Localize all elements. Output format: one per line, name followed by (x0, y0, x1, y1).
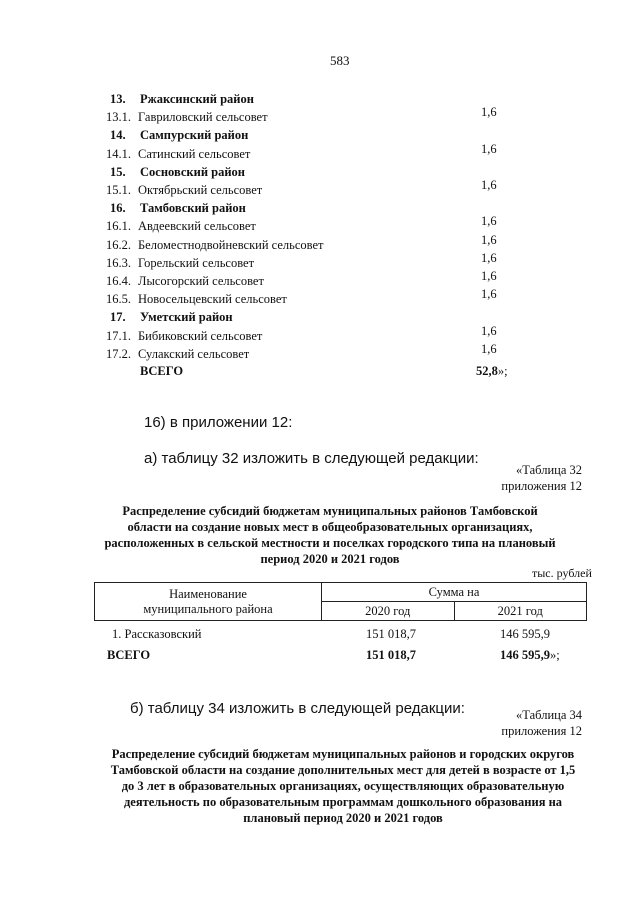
item-number: 16.4. (106, 274, 131, 288)
item-number: 16.5. (106, 292, 131, 307)
district-row (0, 92, 640, 110)
list-item (0, 232, 640, 256)
district-row (0, 310, 640, 328)
paragraph-a: а) таблицу 32 изложить в следующей редакции: (144, 450, 479, 467)
table-34-heading: Распределение субсидий бюджетам муниципальных районов и городских округов Тамбовской области на создание дополнительных мест для детей в возрасте от 1,5 до 3 лет в образовательных организациях, осуществляющих образовательную деятельность по образовательным программам дошкольного образования на плановый период 2020 и 2021 годов (110, 747, 576, 825)
district-row (0, 128, 640, 146)
item-name: Горельский сельсовет (138, 255, 255, 270)
header-year-2021: 2021 год (454, 602, 587, 621)
row-value-2021: 146 595,9 (500, 627, 550, 641)
item-name: Бибиковский сельсовет (138, 328, 263, 343)
item-number: 17.2. (106, 346, 131, 361)
item-number: 16.3. (106, 255, 131, 270)
total-value-2021: 146 595,9»; (500, 648, 560, 662)
item-value: 1,6 (481, 323, 497, 338)
row-value-2020: 151 018,7 (366, 627, 416, 641)
item-number: 17. (110, 310, 126, 325)
header-year-2020: 2020 год (322, 602, 455, 621)
district-row (0, 165, 640, 183)
item-number: 16.2. (106, 237, 131, 252)
paragraph-16: 16) в приложении 12: (144, 414, 293, 431)
item-number: 16. (110, 201, 126, 216)
item-value: 1,6 (481, 341, 497, 356)
item-name: Сулакский сельсовет (138, 346, 250, 361)
subsidy-table (94, 582, 587, 621)
list-total-row (0, 364, 640, 382)
header-name: Наименование муниципального района (95, 583, 322, 621)
district-row (0, 201, 640, 219)
list-item (0, 214, 640, 237)
item-number: 13.1. (106, 110, 131, 125)
item-value: 1,6 (481, 141, 497, 156)
item-name: Октябрьский сельсовет (138, 183, 263, 197)
table-32-heading: Распределение субсидий бюджетам муниципальных районов Тамбовской области на создание новых мест в общеобразовательных организациях, расположенных в сельской местности и поселках городского типа на плановый период 2020 и 2021 годов (104, 504, 556, 566)
item-number: 15.1. (106, 183, 131, 197)
item-value: 1,6 (481, 214, 497, 229)
table-34-reference (501, 707, 582, 739)
page-number: 583 (330, 53, 350, 68)
list-item (0, 105, 640, 128)
table-32-ref-line2: приложения 12 (501, 479, 582, 493)
item-value: 1,6 (481, 250, 497, 265)
total-value-2020: 151 018,7 (366, 648, 416, 662)
list-item (0, 141, 640, 165)
item-name: Сатинский сельсовет (138, 146, 251, 161)
list-item (0, 178, 640, 201)
item-number: 13. (110, 92, 126, 106)
item-name: Уметский район (140, 310, 233, 325)
item-name: Ржаксинский район (140, 92, 254, 106)
table-32-ref-line1: «Таблица 32 (516, 463, 582, 477)
list-item (0, 250, 640, 274)
row-name: 1. Рассказовский (112, 627, 202, 641)
table-34-ref-line1: «Таблица 34 (516, 708, 582, 722)
item-name: Новосельцевский сельсовет (138, 292, 287, 307)
table-34-ref-line2: приложения 12 (501, 724, 582, 738)
item-name: Гавриловский сельсовет (138, 110, 268, 125)
item-name: Тамбовский район (140, 201, 246, 216)
item-number: 14.1. (106, 146, 131, 161)
item-name: Беломестнодвойневский сельсовет (138, 237, 324, 252)
item-number: 15. (110, 164, 126, 179)
units-label: тыс. рублей (532, 566, 592, 580)
item-value: 1,6 (481, 178, 497, 192)
table-32-reference (501, 462, 582, 494)
list-item (0, 269, 640, 292)
item-name: Сосновский район (140, 164, 246, 179)
list-item (0, 341, 640, 365)
item-value: 1,6 (481, 105, 497, 120)
item-value: 1,6 (481, 232, 497, 247)
item-number: 17.1. (106, 328, 131, 343)
item-number: 16.1. (106, 219, 131, 234)
total-label: ВСЕГО (107, 648, 151, 662)
list-item (0, 323, 640, 347)
header-sum: Сумма на (322, 583, 587, 602)
list-total-label: ВСЕГО (140, 364, 184, 378)
paragraph-b: б) таблицу 34 изложить в следующей редакции: (130, 700, 465, 717)
item-value: 1,6 (481, 287, 497, 302)
item-name: Авдеевский сельсовет (138, 219, 256, 234)
item-number: 14. (110, 128, 126, 143)
list-item (0, 287, 640, 310)
item-name: Лысогорский сельсовет (138, 274, 264, 288)
list-total-value: 52,8»; (476, 364, 508, 378)
item-name: Сампурский район (140, 128, 249, 143)
item-value: 1,6 (481, 269, 497, 283)
